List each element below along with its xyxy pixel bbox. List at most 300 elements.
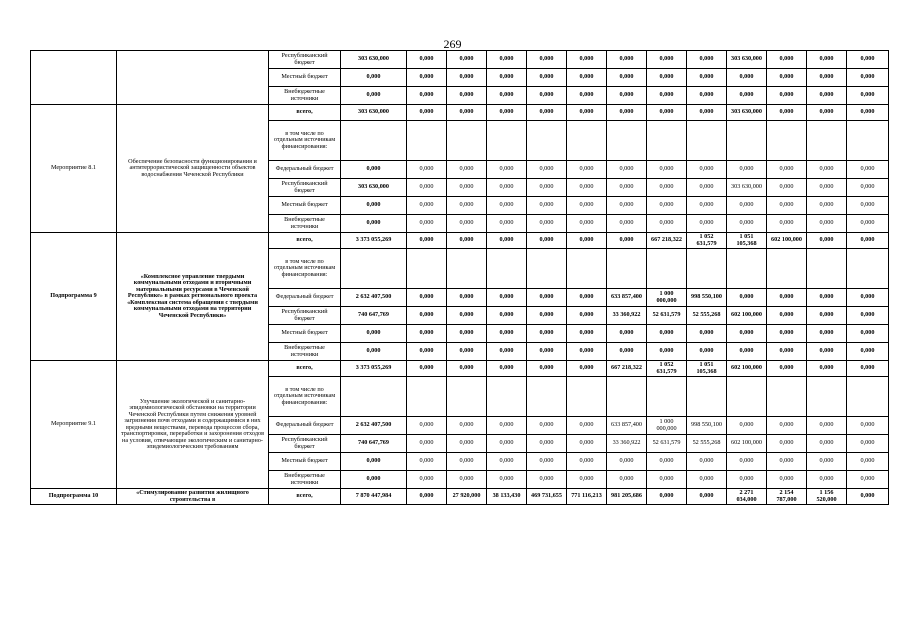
year-amount-cell: 0,000 xyxy=(447,179,487,197)
year-amount-cell: 0,000 xyxy=(807,417,847,435)
year-amount-cell: 27 920,000 xyxy=(447,489,487,505)
year-amount-cell: 0,000 xyxy=(407,51,447,69)
year-amount-cell: 0,000 xyxy=(767,105,807,121)
year-amount-cell: 0,000 xyxy=(487,307,527,325)
year-amount-cell: 0,000 xyxy=(727,161,767,179)
year-amount-cell: 0,000 xyxy=(647,343,687,361)
year-amount-cell: 0,000 xyxy=(407,161,447,179)
year-amount-cell: 0,000 xyxy=(847,307,889,325)
total-amount-cell xyxy=(341,249,407,289)
year-amount-cell: 0,000 xyxy=(807,325,847,343)
year-amount-cell xyxy=(727,377,767,417)
year-amount-cell: 0,000 xyxy=(807,343,847,361)
year-amount-cell: 0,000 xyxy=(567,471,607,489)
total-amount-cell: 0,000 xyxy=(341,343,407,361)
year-amount-cell: 0,000 xyxy=(767,417,807,435)
year-amount-cell: 0,000 xyxy=(527,233,567,249)
year-amount-cell: 0,000 xyxy=(567,215,607,233)
year-amount-cell: 0,000 xyxy=(647,471,687,489)
year-amount-cell: 303 630,000 xyxy=(727,179,767,197)
year-amount-cell xyxy=(647,249,687,289)
year-amount-cell: 0,000 xyxy=(527,435,567,453)
year-amount-cell xyxy=(487,249,527,289)
year-amount-cell: 0,000 xyxy=(847,215,889,233)
year-amount-cell: 0,000 xyxy=(447,105,487,121)
year-amount-cell: 1 051 105,368 xyxy=(727,233,767,249)
year-amount-cell xyxy=(527,377,567,417)
year-amount-cell: 52 631,579 xyxy=(647,435,687,453)
funding-source-cell: в том числе по отдельным источникам финансирования: xyxy=(269,377,341,417)
total-amount-cell: 2 632 407,500 xyxy=(341,417,407,435)
table-row xyxy=(31,489,889,505)
year-amount-cell: 0,000 xyxy=(607,179,647,197)
year-amount-cell: 1 051 105,368 xyxy=(687,361,727,377)
year-amount-cell: 0,000 xyxy=(407,417,447,435)
year-amount-cell: 0,000 xyxy=(847,325,889,343)
year-amount-cell: 0,000 xyxy=(567,361,607,377)
year-amount-cell: 0,000 xyxy=(407,489,447,505)
year-amount-cell: 0,000 xyxy=(567,325,607,343)
year-amount-cell: 0,000 xyxy=(767,289,807,307)
year-amount-cell: 0,000 xyxy=(447,453,487,471)
year-amount-cell: 0,000 xyxy=(647,51,687,69)
total-amount-cell: 3 373 055,269 xyxy=(341,361,407,377)
year-amount-cell: 0,000 xyxy=(847,471,889,489)
funding-source-cell: Федеральный бюджет xyxy=(269,289,341,307)
year-amount-cell: 602 100,000 xyxy=(767,233,807,249)
year-amount-cell: 0,000 xyxy=(607,161,647,179)
year-amount-cell: 0,000 xyxy=(727,471,767,489)
year-amount-cell: 771 116,213 xyxy=(567,489,607,505)
year-amount-cell: 0,000 xyxy=(487,179,527,197)
total-amount-cell: 0,000 xyxy=(341,453,407,471)
table-row xyxy=(31,361,889,377)
year-amount-cell: 0,000 xyxy=(727,215,767,233)
year-amount-cell: 0,000 xyxy=(647,179,687,197)
year-amount-cell: 998 550,100 xyxy=(687,417,727,435)
year-amount-cell xyxy=(527,121,567,161)
year-amount-cell: 0,000 xyxy=(527,51,567,69)
year-amount-cell: 0,000 xyxy=(607,87,647,105)
total-amount-cell: 303 630,000 xyxy=(341,105,407,121)
year-amount-cell: 0,000 xyxy=(527,161,567,179)
year-amount-cell: 0,000 xyxy=(847,197,889,215)
year-amount-cell: 0,000 xyxy=(647,105,687,121)
year-amount-cell: 0,000 xyxy=(767,343,807,361)
year-amount-cell xyxy=(687,377,727,417)
year-amount-cell xyxy=(607,249,647,289)
year-amount-cell xyxy=(487,121,527,161)
year-amount-cell: 0,000 xyxy=(567,343,607,361)
year-amount-cell: 0,000 xyxy=(447,233,487,249)
year-amount-cell: 0,000 xyxy=(447,307,487,325)
year-amount-cell: 0,000 xyxy=(767,435,807,453)
year-amount-cell: 602 100,000 xyxy=(727,361,767,377)
year-amount-cell xyxy=(567,377,607,417)
year-amount-cell: 0,000 xyxy=(567,233,607,249)
year-amount-cell: 0,000 xyxy=(767,325,807,343)
year-amount-cell: 0,000 xyxy=(447,289,487,307)
year-amount-cell: 303 630,000 xyxy=(727,105,767,121)
year-amount-cell: 0,000 xyxy=(407,289,447,307)
total-amount-cell: 0,000 xyxy=(341,197,407,215)
program-code-cell: Подпрограмма 10 xyxy=(31,489,117,505)
year-amount-cell: 0,000 xyxy=(687,343,727,361)
total-amount-cell: 0,000 xyxy=(341,161,407,179)
year-amount-cell: 0,000 xyxy=(487,105,527,121)
year-amount-cell: 0,000 xyxy=(847,179,889,197)
year-amount-cell: 0,000 xyxy=(767,161,807,179)
year-amount-cell: 0,000 xyxy=(727,87,767,105)
year-amount-cell: 0,000 xyxy=(607,471,647,489)
funding-source-cell: Местный бюджет xyxy=(269,197,341,215)
year-amount-cell: 0,000 xyxy=(527,307,567,325)
year-amount-cell: 0,000 xyxy=(727,417,767,435)
year-amount-cell: 0,000 xyxy=(447,471,487,489)
page-number: 269 xyxy=(443,37,462,51)
year-amount-cell: 1 000 000,000 xyxy=(647,289,687,307)
year-amount-cell: 0,000 xyxy=(407,361,447,377)
year-amount-cell: 981 205,686 xyxy=(607,489,647,505)
year-amount-cell: 0,000 xyxy=(847,289,889,307)
year-amount-cell: 0,000 xyxy=(727,197,767,215)
year-amount-cell: 0,000 xyxy=(527,343,567,361)
year-amount-cell xyxy=(807,377,847,417)
year-amount-cell xyxy=(567,121,607,161)
year-amount-cell: 602 100,000 xyxy=(727,307,767,325)
year-amount-cell: 0,000 xyxy=(807,435,847,453)
year-amount-cell: 0,000 xyxy=(807,361,847,377)
funding-source-cell: Внебюджетные источники xyxy=(269,87,341,105)
year-amount-cell: 0,000 xyxy=(527,471,567,489)
total-amount-cell xyxy=(341,377,407,417)
year-amount-cell: 0,000 xyxy=(607,51,647,69)
year-amount-cell: 0,000 xyxy=(687,453,727,471)
funding-source-cell: Местный бюджет xyxy=(269,453,341,471)
year-amount-cell: 0,000 xyxy=(687,69,727,87)
year-amount-cell: 0,000 xyxy=(487,51,527,69)
year-amount-cell: 0,000 xyxy=(527,87,567,105)
year-amount-cell: 0,000 xyxy=(767,471,807,489)
year-amount-cell: 0,000 xyxy=(407,87,447,105)
funding-source-cell: Республиканский бюджет xyxy=(269,51,341,69)
year-amount-cell: 0,000 xyxy=(647,69,687,87)
year-amount-cell: 0,000 xyxy=(847,417,889,435)
year-amount-cell: 0,000 xyxy=(407,105,447,121)
year-amount-cell xyxy=(847,249,889,289)
program-description-cell: Обеспечение безопасности функционирования и антитеррористической защищенности объектов водоснабжения Чеченской Республики xyxy=(117,105,269,233)
year-amount-cell: 0,000 xyxy=(607,197,647,215)
year-amount-cell: 1 000 000,000 xyxy=(647,417,687,435)
year-amount-cell: 0,000 xyxy=(447,343,487,361)
year-amount-cell: 0,000 xyxy=(727,453,767,471)
year-amount-cell: 0,000 xyxy=(447,215,487,233)
year-amount-cell: 0,000 xyxy=(487,435,527,453)
funding-source-cell: всего, xyxy=(269,489,341,505)
year-amount-cell: 0,000 xyxy=(607,325,647,343)
year-amount-cell: 0,000 xyxy=(847,453,889,471)
year-amount-cell: 667 218,322 xyxy=(607,361,647,377)
year-amount-cell: 0,000 xyxy=(487,197,527,215)
year-amount-cell: 0,000 xyxy=(807,51,847,69)
year-amount-cell xyxy=(687,121,727,161)
year-amount-cell: 0,000 xyxy=(727,325,767,343)
year-amount-cell: 2 271 034,000 xyxy=(727,489,767,505)
year-amount-cell: 1 052 631,579 xyxy=(687,233,727,249)
year-amount-cell: 0,000 xyxy=(727,289,767,307)
year-amount-cell: 0,000 xyxy=(767,307,807,325)
year-amount-cell: 0,000 xyxy=(447,197,487,215)
year-amount-cell: 0,000 xyxy=(807,105,847,121)
year-amount-cell: 0,000 xyxy=(407,325,447,343)
year-amount-cell xyxy=(607,377,647,417)
year-amount-cell: 0,000 xyxy=(567,179,607,197)
year-amount-cell: 0,000 xyxy=(847,87,889,105)
year-amount-cell: 0,000 xyxy=(407,453,447,471)
total-amount-cell: 0,000 xyxy=(341,69,407,87)
year-amount-cell: 0,000 xyxy=(727,343,767,361)
year-amount-cell: 0,000 xyxy=(607,215,647,233)
funding-source-cell: Республиканский бюджет xyxy=(269,307,341,325)
year-amount-cell xyxy=(727,121,767,161)
total-amount-cell: 3 373 055,269 xyxy=(341,233,407,249)
year-amount-cell: 0,000 xyxy=(407,69,447,87)
year-amount-cell: 0,000 xyxy=(487,87,527,105)
program-code-cell: Мероприятие 9.1 xyxy=(31,361,117,489)
year-amount-cell: 633 857,400 xyxy=(607,289,647,307)
year-amount-cell: 0,000 xyxy=(767,215,807,233)
year-amount-cell: 0,000 xyxy=(447,51,487,69)
year-amount-cell: 0,000 xyxy=(487,161,527,179)
year-amount-cell: 0,000 xyxy=(447,69,487,87)
year-amount-cell: 0,000 xyxy=(487,417,527,435)
year-amount-cell: 0,000 xyxy=(687,51,727,69)
funding-source-cell: в том числе по отдельным источникам финансирования: xyxy=(269,121,341,161)
year-amount-cell: 0,000 xyxy=(807,233,847,249)
year-amount-cell xyxy=(807,121,847,161)
year-amount-cell: 0,000 xyxy=(407,471,447,489)
year-amount-cell: 0,000 xyxy=(687,215,727,233)
year-amount-cell: 0,000 xyxy=(567,289,607,307)
year-amount-cell: 0,000 xyxy=(607,453,647,471)
year-amount-cell xyxy=(767,121,807,161)
funding-source-cell: Внебюджетные источники xyxy=(269,343,341,361)
year-amount-cell xyxy=(487,377,527,417)
year-amount-cell: 0,000 xyxy=(527,179,567,197)
year-amount-cell: 0,000 xyxy=(847,343,889,361)
year-amount-cell: 0,000 xyxy=(807,87,847,105)
funding-source-cell: Внебюджетные источники xyxy=(269,215,341,233)
year-amount-cell xyxy=(847,377,889,417)
year-amount-cell xyxy=(447,121,487,161)
year-amount-cell: 0,000 xyxy=(407,215,447,233)
year-amount-cell: 0,000 xyxy=(407,179,447,197)
year-amount-cell: 0,000 xyxy=(687,489,727,505)
year-amount-cell: 0,000 xyxy=(767,69,807,87)
year-amount-cell: 0,000 xyxy=(447,161,487,179)
year-amount-cell: 0,000 xyxy=(687,471,727,489)
year-amount-cell: 602 100,000 xyxy=(727,435,767,453)
table-row xyxy=(31,105,889,121)
table-row xyxy=(31,51,889,69)
year-amount-cell: 0,000 xyxy=(527,197,567,215)
year-amount-cell xyxy=(807,249,847,289)
year-amount-cell: 0,000 xyxy=(687,105,727,121)
year-amount-cell xyxy=(687,249,727,289)
year-amount-cell: 0,000 xyxy=(567,87,607,105)
year-amount-cell: 0,000 xyxy=(807,197,847,215)
funding-source-cell: Федеральный бюджет xyxy=(269,161,341,179)
funding-source-cell: Республиканский бюджет xyxy=(269,435,341,453)
year-amount-cell: 0,000 xyxy=(567,453,607,471)
year-amount-cell: 0,000 xyxy=(847,69,889,87)
year-amount-cell: 0,000 xyxy=(567,435,607,453)
year-amount-cell: 0,000 xyxy=(687,87,727,105)
program-description-cell: Улучшение экологической и санитарно-эпидемиологической обстановки на территории Чеченской Республики путем снижения уровней загрязнения почв отходами и содержащимися в них вредными веществами, перевода процессов сбора, транспортировки, переработки и захоронения отходов на условия, отвечающие экологическим и санитарно-эпидемиологическим требованиям xyxy=(117,361,269,489)
funding-source-cell: Местный бюджет xyxy=(269,69,341,87)
year-amount-cell: 0,000 xyxy=(487,453,527,471)
year-amount-cell: 0,000 xyxy=(687,179,727,197)
year-amount-cell xyxy=(447,377,487,417)
total-amount-cell: 740 647,769 xyxy=(341,435,407,453)
year-amount-cell: 0,000 xyxy=(447,417,487,435)
total-amount-cell: 7 870 447,984 xyxy=(341,489,407,505)
year-amount-cell: 0,000 xyxy=(727,69,767,87)
year-amount-cell xyxy=(407,377,447,417)
program-code-cell xyxy=(31,51,117,105)
year-amount-cell: 0,000 xyxy=(407,435,447,453)
year-amount-cell: 0,000 xyxy=(607,233,647,249)
year-amount-cell: 0,000 xyxy=(807,69,847,87)
year-amount-cell xyxy=(847,121,889,161)
year-amount-cell xyxy=(727,249,767,289)
year-amount-cell: 303 630,000 xyxy=(727,51,767,69)
year-amount-cell: 0,000 xyxy=(807,307,847,325)
year-amount-cell: 0,000 xyxy=(447,325,487,343)
year-amount-cell: 0,000 xyxy=(567,51,607,69)
year-amount-cell: 0,000 xyxy=(527,215,567,233)
year-amount-cell: 0,000 xyxy=(487,233,527,249)
funding-source-cell: всего, xyxy=(269,361,341,377)
year-amount-cell: 52 555,268 xyxy=(687,435,727,453)
year-amount-cell: 667 218,322 xyxy=(647,233,687,249)
year-amount-cell: 33 360,922 xyxy=(607,307,647,325)
year-amount-cell: 998 550,100 xyxy=(687,289,727,307)
year-amount-cell xyxy=(647,377,687,417)
year-amount-cell xyxy=(767,249,807,289)
year-amount-cell xyxy=(527,249,567,289)
year-amount-cell: 0,000 xyxy=(407,233,447,249)
funding-source-cell: Местный бюджет xyxy=(269,325,341,343)
year-amount-cell: 0,000 xyxy=(567,307,607,325)
total-amount-cell: 0,000 xyxy=(341,215,407,233)
budget-table xyxy=(30,50,889,505)
year-amount-cell: 0,000 xyxy=(527,289,567,307)
year-amount-cell: 0,000 xyxy=(567,417,607,435)
year-amount-cell: 0,000 xyxy=(647,215,687,233)
total-amount-cell: 2 632 407,500 xyxy=(341,289,407,307)
year-amount-cell: 0,000 xyxy=(647,161,687,179)
year-amount-cell: 0,000 xyxy=(767,179,807,197)
funding-source-cell: Федеральный бюджет xyxy=(269,417,341,435)
year-amount-cell: 0,000 xyxy=(687,161,727,179)
year-amount-cell xyxy=(407,249,447,289)
year-amount-cell: 0,000 xyxy=(567,161,607,179)
year-amount-cell: 0,000 xyxy=(847,361,889,377)
year-amount-cell: 0,000 xyxy=(407,343,447,361)
table-row xyxy=(31,233,889,249)
year-amount-cell: 0,000 xyxy=(847,161,889,179)
year-amount-cell: 0,000 xyxy=(647,325,687,343)
year-amount-cell: 52 631,579 xyxy=(647,307,687,325)
year-amount-cell xyxy=(647,121,687,161)
year-amount-cell: 0,000 xyxy=(607,105,647,121)
total-amount-cell: 303 630,000 xyxy=(341,179,407,197)
year-amount-cell: 0,000 xyxy=(527,69,567,87)
year-amount-cell: 0,000 xyxy=(807,215,847,233)
year-amount-cell: 0,000 xyxy=(447,435,487,453)
funding-source-cell: всего, xyxy=(269,105,341,121)
year-amount-cell: 0,000 xyxy=(567,197,607,215)
year-amount-cell: 0,000 xyxy=(647,87,687,105)
program-code-cell: Подпрограмма 9 xyxy=(31,233,117,361)
year-amount-cell: 0,000 xyxy=(807,161,847,179)
year-amount-cell: 0,000 xyxy=(407,307,447,325)
year-amount-cell: 52 555,268 xyxy=(687,307,727,325)
funding-source-cell: в том числе по отдельным источникам финансирования: xyxy=(269,249,341,289)
year-amount-cell: 0,000 xyxy=(687,197,727,215)
year-amount-cell: 633 857,400 xyxy=(607,417,647,435)
year-amount-cell: 1 052 631,579 xyxy=(647,361,687,377)
year-amount-cell: 0,000 xyxy=(847,233,889,249)
year-amount-cell: 469 731,655 xyxy=(527,489,567,505)
year-amount-cell: 0,000 xyxy=(767,361,807,377)
year-amount-cell: 2 154 787,000 xyxy=(767,489,807,505)
year-amount-cell: 0,000 xyxy=(807,453,847,471)
year-amount-cell: 0,000 xyxy=(767,453,807,471)
funding-source-cell: Внебюджетные источники xyxy=(269,471,341,489)
program-code-cell: Мероприятие 8.1 xyxy=(31,105,117,233)
year-amount-cell xyxy=(407,121,447,161)
year-amount-cell: 38 133,430 xyxy=(487,489,527,505)
year-amount-cell: 0,000 xyxy=(487,69,527,87)
year-amount-cell: 0,000 xyxy=(607,69,647,87)
year-amount-cell: 0,000 xyxy=(487,361,527,377)
year-amount-cell: 0,000 xyxy=(847,435,889,453)
total-amount-cell: 0,000 xyxy=(341,325,407,343)
year-amount-cell: 0,000 xyxy=(807,471,847,489)
year-amount-cell: 0,000 xyxy=(527,453,567,471)
year-amount-cell: 0,000 xyxy=(487,325,527,343)
year-amount-cell: 0,000 xyxy=(847,51,889,69)
year-amount-cell: 0,000 xyxy=(567,69,607,87)
total-amount-cell: 0,000 xyxy=(341,471,407,489)
year-amount-cell: 0,000 xyxy=(847,489,889,505)
year-amount-cell: 0,000 xyxy=(847,105,889,121)
total-amount-cell: 0,000 xyxy=(341,87,407,105)
year-amount-cell xyxy=(767,377,807,417)
total-amount-cell: 740 647,769 xyxy=(341,307,407,325)
year-amount-cell: 0,000 xyxy=(607,343,647,361)
funding-source-cell: Республиканский бюджет xyxy=(269,179,341,197)
year-amount-cell: 0,000 xyxy=(767,87,807,105)
year-amount-cell: 0,000 xyxy=(447,87,487,105)
total-amount-cell: 303 630,000 xyxy=(341,51,407,69)
year-amount-cell: 0,000 xyxy=(647,197,687,215)
year-amount-cell: 33 360,922 xyxy=(607,435,647,453)
year-amount-cell: 0,000 xyxy=(647,489,687,505)
year-amount-cell: 1 156 520,000 xyxy=(807,489,847,505)
